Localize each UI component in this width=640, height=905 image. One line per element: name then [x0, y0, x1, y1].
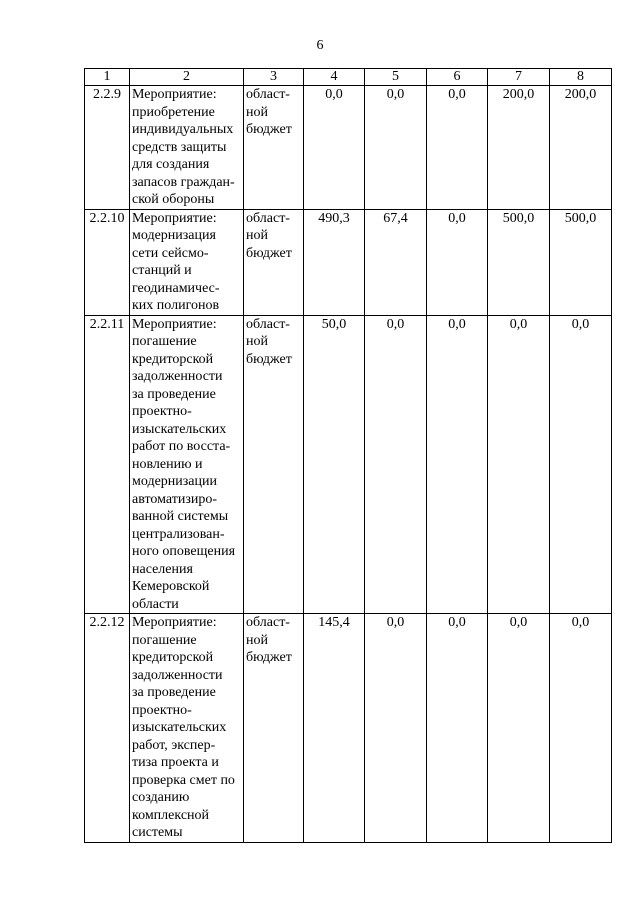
row-value-4: 490,3 [304, 209, 365, 315]
row-funding-source: област- ной бюджет [244, 209, 304, 315]
row-value-5: 0,0 [365, 614, 427, 843]
row-value-8: 0,0 [550, 315, 612, 614]
row-value-6: 0,0 [427, 209, 488, 315]
row-description: Мероприятие: приобретение индивидуальных средств защиты для создания запасов граждан- ской обороны [130, 86, 244, 210]
row-value-6: 0,0 [427, 86, 488, 210]
table-row [85, 614, 612, 843]
row-value-5: 67,4 [365, 209, 427, 315]
row-value-4: 0,0 [304, 86, 365, 210]
column-header-1: 1 [85, 69, 130, 86]
column-header-6: 6 [427, 69, 488, 86]
row-value-8: 500,0 [550, 209, 612, 315]
column-header-2: 2 [130, 69, 244, 86]
budget-table [84, 68, 612, 843]
row-value-8: 0,0 [550, 614, 612, 843]
column-header-4: 4 [304, 69, 365, 86]
table-row [85, 86, 612, 210]
row-description: Мероприятие: погашение кредиторской задолженности за проведение проектно- изыскательских работ, экспер- тиза проекта и проверка смет по созданию комплексной системы [130, 614, 244, 843]
row-funding-source: област- ной бюджет [244, 614, 304, 843]
row-number: 2.2.11 [85, 315, 130, 614]
row-value-5: 0,0 [365, 315, 427, 614]
row-value-7: 200,0 [488, 86, 550, 210]
row-value-7: 0,0 [488, 614, 550, 843]
row-value-8: 200,0 [550, 86, 612, 210]
row-value-6: 0,0 [427, 614, 488, 843]
row-description: Мероприятие: погашение кредиторской задолженности за проведение проектно- изыскательских работ по восста- новлению и модернизации автоматизиро- ванной системы централизован- ного оповещения населения Кемеровской области [130, 315, 244, 614]
row-value-6: 0,0 [427, 315, 488, 614]
row-value-7: 0,0 [488, 315, 550, 614]
column-header-7: 7 [488, 69, 550, 86]
column-header-3: 3 [244, 69, 304, 86]
header-row [85, 69, 612, 86]
row-value-5: 0,0 [365, 86, 427, 210]
row-number: 2.2.10 [85, 209, 130, 315]
page-number: 6 [316, 38, 324, 53]
row-value-4: 145,4 [304, 614, 365, 843]
row-funding-source: област- ной бюджет [244, 315, 304, 614]
row-funding-source: област- ной бюджет [244, 86, 304, 210]
row-number: 2.2.9 [85, 86, 130, 210]
table-row [85, 209, 612, 315]
column-header-5: 5 [365, 69, 427, 86]
column-header-8: 8 [550, 69, 612, 86]
row-description: Мероприятие: модернизация сети сейсмо- станций и геодинамичес- ких полигонов [130, 209, 244, 315]
row-value-4: 50,0 [304, 315, 365, 614]
table-row [85, 315, 612, 614]
row-value-7: 500,0 [488, 209, 550, 315]
row-number: 2.2.12 [85, 614, 130, 843]
